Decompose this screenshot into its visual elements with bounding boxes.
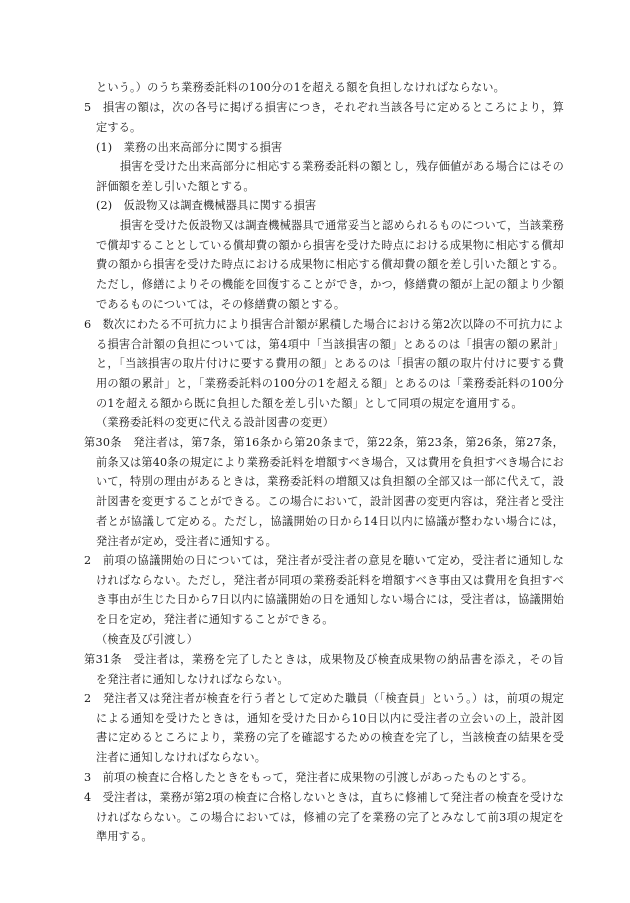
article-30-paragraph-2: 2 前項の協議開始の日については，発注者が受注者の意見を聴いて定め，受注者に通知しなければならない。ただし，発注者が同項の業務委託料を増額すべき事由又は費用を負担すべき事由が生じた日から7日以内に協議開始の日を通知しない場合には，受注者は，協議開始を日を定め，発注者に通知することができる。 [84,554,564,627]
article-31-paragraph-3: 3 前項の検査に合格したときをもって，発注者に成果物の引渡しがあったものとする。 [84,771,534,784]
article-30-caption: （業務委託料の変更に代える設計図書の変更） [96,416,335,429]
article-31-caption: （検査及び引渡し） [96,633,199,646]
paragraph-6: 6 数次にわたる不可抗力により損害合計額が累積した場合における第2次以降の不可抗力による損害合計額の負担については，第4項中「当該損害の額」とあるのは「損害の額の累計」と，「当該損害の取片付けに要する費用の額」とあるのは「損害の額の取片付けに要する費用の額の累計」と，「業務委託料の100分の1を超える額」とあるのは「業務委託料の100分の1を超える額から既に負担した額を差し引いた額」として同項の規定を適用する。 [84,318,564,410]
paragraph-5: 5 損害の額は，次の各号に掲げる損害につき，それぞれ当該各号に定めるところにより，算定する。 [84,101,564,134]
article-31: 第31条 受注者は，業務を完了したときは，成果物及び検査成果物の納品書を添え，その旨を発注者に通知しなければならない。 [84,653,564,686]
item-2-body: 損害を受けた仮設物又は調査機械器具で通常妥当と認められるものについて，当該業務で償却することとしている償却費の額から損害を受けた時点における成果物に相応する償却費の額から損害を受けた時点における成果物に相応する償却費の額を差し引いた額とする。ただし，修繕によりその機能を回復することができ，かつ，修繕費の額が上記の額より少額であるものについては，その修繕費の額とする。 [96,219,564,311]
article-30: 第30条 発注者は，第7条，第16条から第20条まで，第22条，第23条，第26条，第27条，前条又は第40条の規定により業務委託料を増額すべき場合，又は費用を負担すべき場合において，特別の理由があるときは，業務委託料の増額又は負担額の全部又は一部に代えて，設計図書を変更することができる。この場合において，設計図書の変更内容は，発注者と受注者とが協議して定める。ただし，協議開始の日から14日以内に協議が整わない場合には，発注者が定め，受注者に通知する。 [84,436,564,548]
item-1-heading: (1) 業務の出来高部分に関する損害 [96,141,283,154]
continued-line: という。）のうち業務委託料の100分の1を超える額を負担しなければならない。 [96,81,505,94]
article-31-paragraph-4: 4 受注者は，業務が第2項の検査に合格しないときは，直ちに修補して発注者の検査を受けなければならない。この場合においては，修補の完了を業務の完了とみなして前3項の規定を準用する。 [84,791,564,844]
item-2-heading: (2) 仮設物又は調査機械器具に関する損害 [96,199,317,212]
article-31-paragraph-2: 2 発注者又は発注者が検査を行う者として定めた職員（「検査員」という。）は，前項の規定による通知を受けたときは，通知を受けた日から10日以内に受注者の立会いの上，設計図書に定めるところにより，業務の完了を確認するための検査を完了し，当該検査の結果を受注者に通知しなければならない。 [84,692,564,765]
item-1-body: 損害を受けた出来高部分に相応する業務委託料の額とし，残存価値がある場合にはその評価額を差し引いた額とする。 [96,160,564,193]
